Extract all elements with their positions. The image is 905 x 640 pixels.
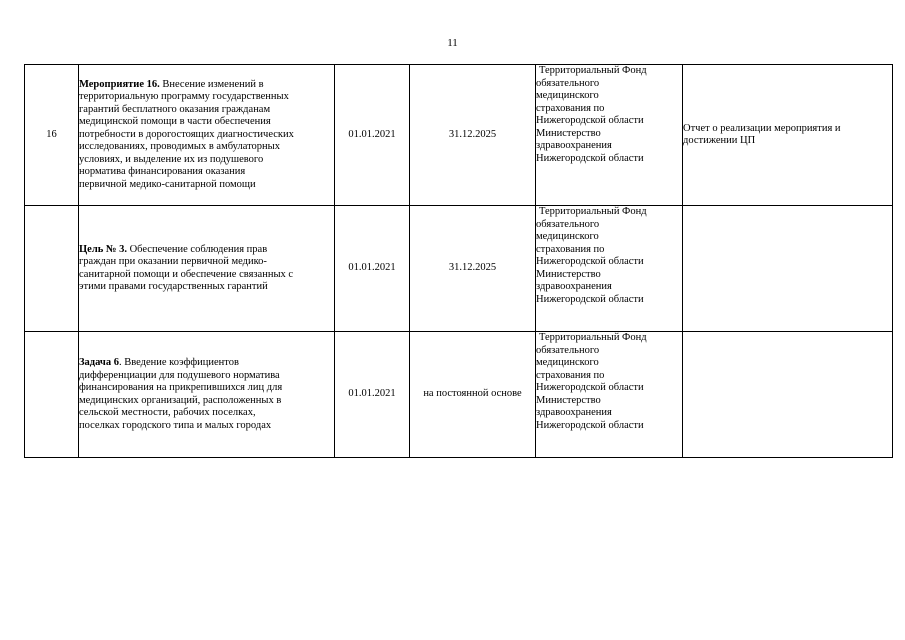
executor-line: Территориальный Фонд xyxy=(539,65,647,76)
description-title: Цель № 3. xyxy=(79,243,127,255)
description-line: первичной медико-санитарной помощи xyxy=(79,178,256,190)
start-date: 01.01.2021 xyxy=(335,332,410,458)
end-date: на постоянной основе xyxy=(410,332,536,458)
executor-line: здравоохранения xyxy=(536,407,612,418)
executor-line: Территориальный Фонд xyxy=(539,206,647,217)
executor-line: Нижегородской области xyxy=(536,256,644,267)
table-row xyxy=(25,332,893,458)
description-line: территориальную программу государственных xyxy=(79,91,289,103)
executor xyxy=(536,65,683,206)
description-line: этими правами государственных гарантий xyxy=(79,281,268,292)
description-line: сельской местности, рабочих поселках, xyxy=(79,407,256,418)
executor-line: обязательного xyxy=(536,77,600,89)
executor-line: медицинского xyxy=(536,90,599,101)
executor-line: здравоохранения xyxy=(536,140,612,151)
description-line: Цель № 3. Обеспечение соблюдения прав xyxy=(79,243,268,255)
executor-line: Министерство xyxy=(536,127,601,139)
description-line: медицинских организаций, расположенных в xyxy=(79,394,282,406)
expected-result xyxy=(683,206,893,332)
description-line: норматива финансирования оказания xyxy=(79,166,246,178)
end-date: 31.12.2025 xyxy=(410,206,536,332)
description-line: финансирования на прикрепившихся лиц для xyxy=(79,382,283,393)
description-line: исследованиях, проводимых в амбулаторных xyxy=(79,141,280,153)
executor-line: Министерство xyxy=(536,394,601,406)
executor xyxy=(536,332,683,458)
expected-result xyxy=(683,65,893,206)
executor-line: Нижегородской области xyxy=(536,419,644,431)
row-number xyxy=(25,332,79,458)
executor-line: обязательного xyxy=(536,218,600,230)
executor-line: Нижегородской области xyxy=(536,293,644,305)
start-date: 01.01.2021 xyxy=(335,206,410,332)
result-line: Отчет о реализации мероприятия и xyxy=(683,122,841,134)
executor-line: Министерство xyxy=(536,268,601,280)
executor-line: Нижегородской области xyxy=(536,382,644,393)
activity-description xyxy=(79,65,335,206)
row-number xyxy=(25,206,79,332)
start-date: 01.01.2021 xyxy=(335,65,410,206)
goal-description xyxy=(79,206,335,332)
row-number: 16 xyxy=(25,65,79,206)
description-line: дифференциации для подушевого норматива xyxy=(79,369,280,381)
description-line: Задача 6. Введение коэффициентов xyxy=(79,357,239,368)
executor-line: обязательного xyxy=(536,344,600,356)
executor-line: Территориальный Фонд xyxy=(539,332,647,343)
description-title: Мероприятие 16. xyxy=(79,78,160,90)
executor xyxy=(536,206,683,332)
description-title: Задача 6 xyxy=(79,357,119,368)
executor-line: медицинского xyxy=(536,357,599,368)
expected-result xyxy=(683,332,893,458)
executor-line: здравоохранения xyxy=(536,281,612,292)
executor-line: страхования по xyxy=(536,369,605,381)
executor-line: Нижегородской области xyxy=(536,115,644,126)
description-line: потребности в дорогостоящих диагностических xyxy=(79,128,294,140)
task-description xyxy=(79,332,335,458)
activities-table xyxy=(24,64,893,458)
result-line: достижении ЦП xyxy=(683,135,756,146)
end-date: 31.12.2025 xyxy=(410,65,536,206)
executor-line: Нижегородской области xyxy=(536,152,644,164)
executor-line: страхования по xyxy=(536,102,605,114)
page-number: 11 xyxy=(447,37,458,49)
description-line: граждан при оказании первичной медико- xyxy=(79,256,267,267)
description-line: поселках городского типа и малых городах xyxy=(79,419,272,431)
description-line: санитарной помощи и обеспечение связанных с xyxy=(79,268,294,280)
executor-line: медицинского xyxy=(536,231,599,242)
description-line: Мероприятие 16. Внесение изменений в xyxy=(79,78,264,90)
description-line: условиях, и выделение их из подушевого xyxy=(79,153,264,165)
description-line: гарантий бесплатного оказания гражданам xyxy=(79,103,271,115)
table-row xyxy=(25,206,893,332)
description-line: медицинской помощи в части обеспечения xyxy=(79,116,271,128)
executor-line: страхования по xyxy=(536,243,605,255)
table-row xyxy=(25,65,893,206)
